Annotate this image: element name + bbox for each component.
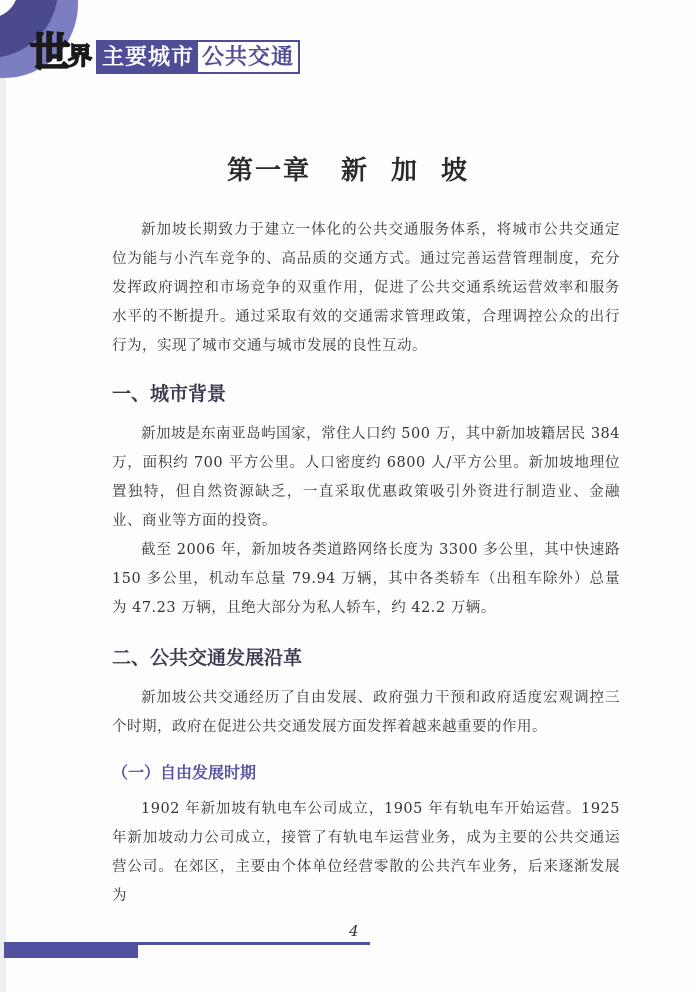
chapter-name-char: 坡 [441, 156, 470, 186]
paragraph: 新加坡是东南亚岛屿国家，常住人口约 500 万，其中新加坡籍居民 384 万，面积约 700 平方公里。人口密度约 6800 人/平方公里。新加坡地理位置独特，但自然资源缺乏，一直采取优惠政策吸引外资进行制造业、金融业、商业等方面的投资。 [112, 426, 620, 529]
chapter-name-char: 加 [391, 156, 420, 186]
chapter-label: 第一章 [226, 156, 311, 186]
paragraph: 新加坡公共交通经历了自由发展、政府强力干预和政府适度宏观调控三个时期，政府在促进公共交通发展方面发挥着越来越重要的作用。 [112, 690, 620, 735]
intro-paragraph: 新加坡长期致力于建立一体化的公共交通服务体系，将城市公共交通定位为能与小汽车竞争的、高品质的交通方式。通过完善运营管理制度，充分发挥政府调控和市场竞争的双重作用，促进了公共交通系统运营效率和服务水平的不断提升。通过采取有效的交通需求管理政策，合理调控公众的出行行为，实现了城市交通与城市发展的良性互动。 [112, 222, 620, 354]
subsection-heading-free-development: （一）自由发展时期 [112, 763, 257, 782]
page-content [112, 216, 620, 911]
series-title-filled: 主要城市 [98, 42, 198, 72]
section-heading-city-background: 一、城市背景 [112, 383, 227, 405]
book-series-title [30, 28, 300, 78]
paragraph: 1902 年新加坡有轨电车公司成立，1905 年有轨电车开始运营。1925 年新加坡动力公司成立，接管了有轨电车运营业务，成为主要的公共交通运营公司。在郊区，主要由个体单位经营零散的公共汽车业务，后来逐渐发展为 [112, 801, 620, 904]
series-title-box [96, 40, 300, 74]
page-number: 4 [349, 922, 359, 940]
section-heading-transit-history: 二、公共交通发展沿革 [112, 647, 303, 669]
series-title-world-small: 界 [68, 41, 92, 70]
footer-bar [4, 942, 138, 958]
chapter-title [0, 150, 696, 187]
chapter-name-char: 新 [340, 156, 369, 186]
paragraph: 截至 2006 年，新加坡各类道路网络长度为 3300 多公里，其中快速路 150 多公里，机动车总量 79.94 万辆，其中各类轿车（出租车除外）总量为 47.23 万辆，且绝大部分为私人轿车，约 42.2 万辆。 [112, 542, 620, 616]
series-title-world-big: 世 [30, 29, 68, 76]
page-edge [0, 0, 6, 992]
series-title-outline: 公共交通 [198, 42, 298, 72]
